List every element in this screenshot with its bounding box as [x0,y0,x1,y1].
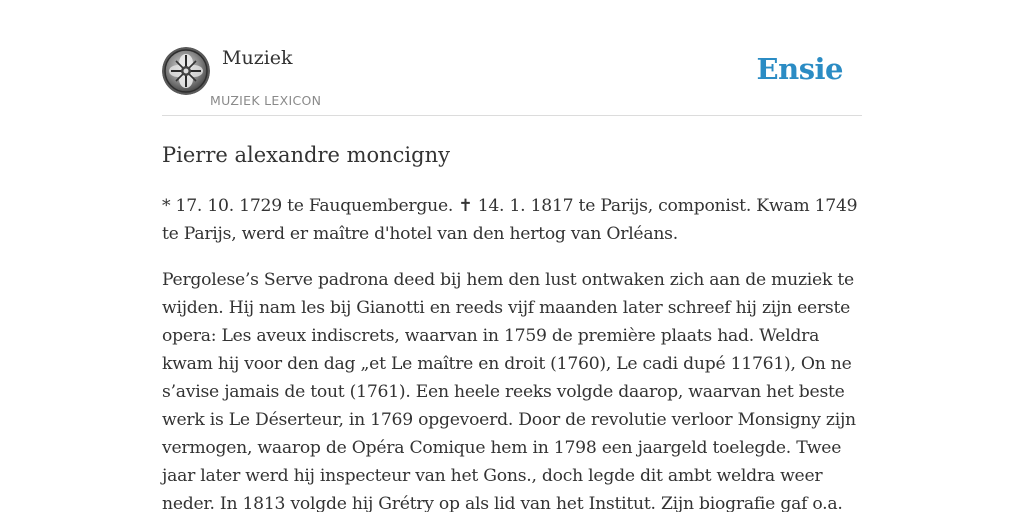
article-paragraph: Pergolese’s Serve padrona deed bij hem den lust ontwaken zich aan de muziek te wijden. Hij nam les bij Gianotti en reeds vijf maanden later schreef hij zijn eerste opera: Les aveux indiscrets, waarvan in 1759 de première plaats had. Weldra kwam hij voor den dag „et Le maître en droit (1760), Le cadi dupé 11761), On ne s’avise jamais de tout (1761). Een heele reeks volgde daarop, waarvan het beste werk is Le Déserteur, in 1769 opgevoerd. Door de revolutie verloor Monsigny zijn vermogen, waarop de Opéra Comique hem in 1798 een jaargeld toelegde. Twee jaar later werd hij inspecteur van het Gons., doch legde dit ambt weldra weer neder. In 1813 volgde hij Grétry op als lid van het Institut. Zijn biografie gaf o.a. [162,270,856,512]
music-emblem-icon [162,47,210,95]
source-title[interactable]: Muziek [222,47,293,69]
source-avatar[interactable] [162,47,210,95]
source-subtitle[interactable]: MUZIEK LEXICON [210,93,322,108]
article-body [162,192,862,512]
source-header [162,40,862,116]
brand-logo[interactable]: Ensie [756,52,843,86]
article-paragraph: * 17. 10. 1729 te Fauquembergue. ✝ 14. 1. 1817 te Parijs, componist. Kwam 1749 te Parijs, werd er maître d'hotel van den hertog van Orléans. [162,196,858,244]
article-title: Pierre alexandre moncigny [162,143,450,167]
